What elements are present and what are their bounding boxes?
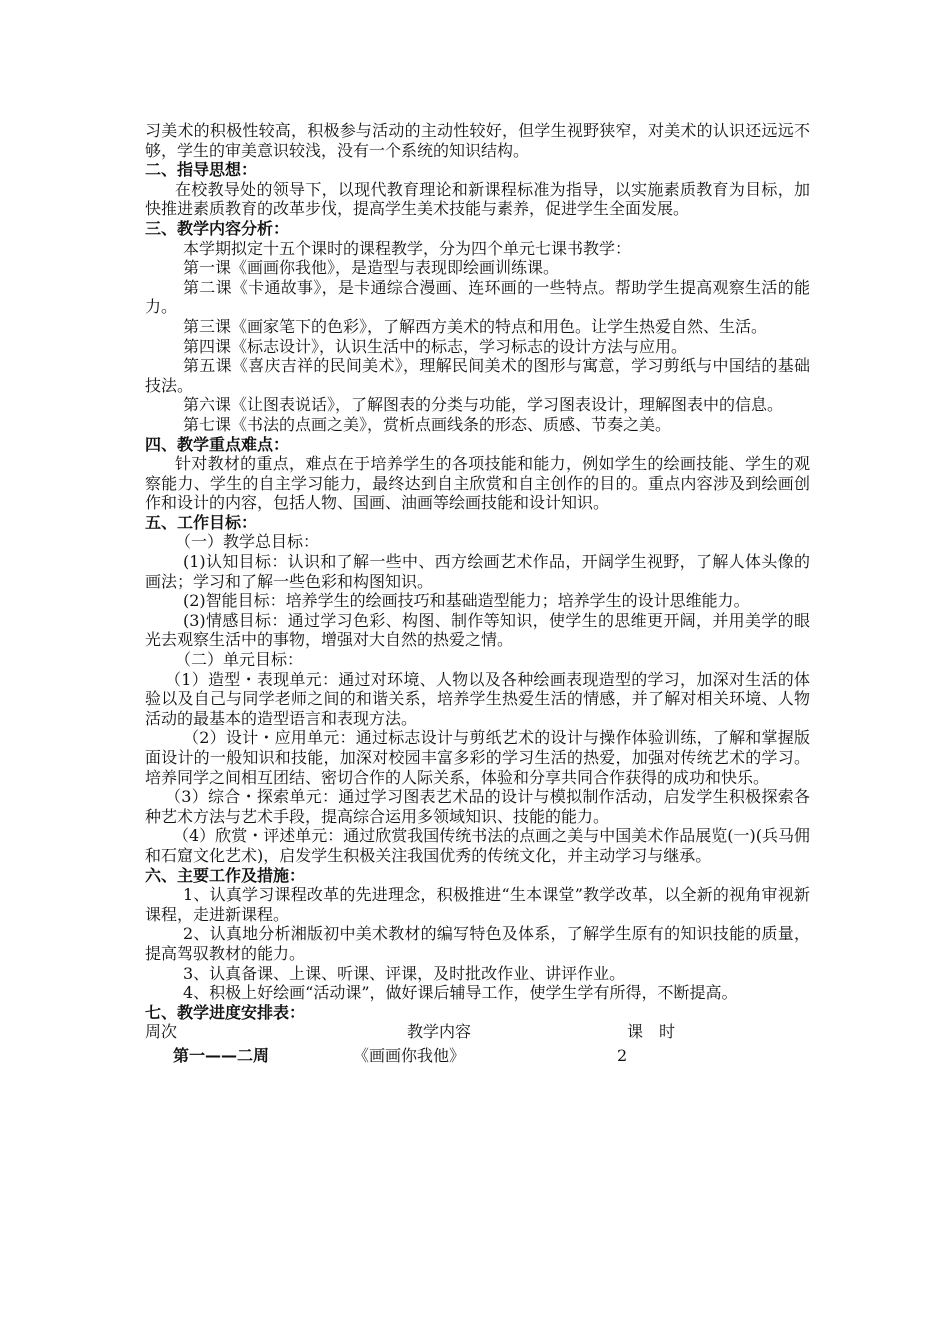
paragraph-unit-4: （4）欣赏・评述单元：通过欣赏我国传统书法的点画之美与中国美术作品展览(一)(兵马佣和石窟文化艺术)，启发学生积极关注我国优秀的传统文化，并主动学习与继承。 <box>145 826 810 865</box>
paragraph-lesson-6: 第六课《让图表说话》，了解图表的分类与功能，学习图表设计，理解图表中的信息。 <box>183 395 784 415</box>
paragraph-lesson-1: 第一课《画画你我他》，是造型与表现即绘画训练课。 <box>183 258 560 278</box>
paragraph-emotional-goal: (3)情感目标：通过学习色彩、构图、制作等知识，使学生的思维更开阔，并用美学的眼光去观察生活中的事物，增强对大自然的热爱之情。 <box>145 610 810 650</box>
paragraph-measure-1: 1、认真学习课程改革的先进理念，积极推进“生本课堂”教学改革，以全新的视角审视新课程，走进新课程。 <box>145 885 810 924</box>
paragraph-lesson-7: 第七课《书法的点画之美》，赏析点画线条的形态、质感、节奏之美。 <box>183 414 672 434</box>
schedule-header-row <box>145 1022 810 1044</box>
schedule-cell-content: 《画画你我他》 <box>353 1046 466 1066</box>
paragraph-unit-3: （3）综合・探索单元：通过学习图表艺术品的设计与模拟制作活动，启发学生积极探索各种艺术方法与艺术手段，提高综合运用多领域知识、技能的能力。 <box>145 787 810 826</box>
section-heading-work-goals: 五、工作目标： <box>145 512 258 532</box>
schedule-header-content: 教学内容 <box>407 1022 472 1042</box>
schedule-row <box>145 1046 810 1072</box>
paragraph-intellectual-goal: (2)智能目标：培养学生的绘画技巧和基础造型能力；培养学生的设计思维能力。 <box>183 591 750 611</box>
paragraph-measure-3: 3、认真备课、上课、听课、评课，及时批改作业、讲评作业。 <box>183 963 626 983</box>
paragraph-content-overview: 本学期拟定十五个课时的课程教学，分为四个单元七课书教学： <box>183 238 632 258</box>
paragraph-intro-continuation: 习美术的积极性较高，积极参与活动的主动性较好，但学生视野狭窄，对美术的认识还远远不够，学生的审美意识较浅，没有一个系统的知识结构。 <box>145 121 810 160</box>
subheading-unit-goals: （二）单元目标： <box>175 650 304 670</box>
paragraph-unit-2: （2）设计・应用单元：通过标志设计与剪纸艺术的设计与操作体验训练，了解和掌握版面设计的一般知识和技能，加深对校园丰富多彩的学习生活的热爱，加强对传统艺术的学习。培养同学之间相互团结、密切合作的人际关系，体验和分享共同合作获得的成功和快乐。 <box>145 728 810 787</box>
paragraph-guiding-ideology: 在校教导处的领导下，以现代教育理论和新课程标准为指导，以实施素质教育为目标，加快推进素质教育的改革步伐，提高学生美术技能与素养，促进学生全面发展。 <box>145 179 810 219</box>
paragraph-lesson-3: 第三课《画家笔下的色彩》，了解西方美术的特点和用色。让学生热爱自然、生活。 <box>183 316 768 336</box>
paragraph-measure-2: 2、认真地分析湘版初中美术教材的编写特色及体系，了解学生原有的知识技能的质量，提高驾驭教材的能力。 <box>145 924 810 963</box>
section-heading-guiding-ideology: 二、指导思想： <box>145 160 258 180</box>
paragraph-cognitive-goal: (1)认知目标：认识和了解一些中、西方绘画艺术作品，开阔学生视野，了解人体头像的画法；学习和了解一些色彩和构图知识。 <box>145 552 810 591</box>
schedule-cell-week: 第一——二周 <box>173 1046 270 1066</box>
section-heading-content-analysis: 三、教学内容分析： <box>145 218 290 238</box>
section-heading-key-points: 四、教学重点难点： <box>145 434 290 454</box>
schedule-cell-hours: 2 <box>617 1046 628 1066</box>
section-heading-schedule: 七、教学进度安排表： <box>145 1002 306 1022</box>
paragraph-lesson-2: 第二课《卡通故事》，是卡通综合漫画、连环画的一些特点。帮助学生提高观察生活的能力。 <box>145 277 810 317</box>
paragraph-lesson-4: 第四课《标志设计》，认识生活中的标志，学习标志的设计方法与应用。 <box>183 336 688 356</box>
paragraph-lesson-5: 第五课《喜庆吉祥的民间美术》，理解民间美术的图形与寓意，学习剪纸与中国结的基础技法。 <box>145 356 810 395</box>
subheading-overall-goals: （一）教学总目标： <box>175 532 320 552</box>
document-body <box>145 121 810 1072</box>
schedule-header-hours: 课 时 <box>627 1022 676 1042</box>
paragraph-unit-1: （1）造型・表现单元：通过对环境、人物以及各种绘画表现造型的学习，加深对生活的体验以及自己与同学老师之间的和谐关系，培养学生热爱生活的情感，并了解对相关环境、人物活动的最基本的造型语言和表现方法。 <box>145 669 810 728</box>
paragraph-key-points: 针对教材的重点，难点在于培养学生的各项技能和能力，例如学生的绘画技能、学生的观察能力、学生的自主学习能力，最终达到自主欣赏和自主创作的目的。重点内容涉及到绘画创作和设计的内容，包括人物、国画、油画等绘画技能和设计知识。 <box>145 454 810 513</box>
section-heading-measures: 六、主要工作及措施： <box>145 865 306 885</box>
paragraph-measure-4: 4、积极上好绘画“活动课”，做好课后辅导工作，使学生学有所得，不断提高。 <box>183 983 738 1003</box>
schedule-header-week: 周次 <box>145 1022 178 1042</box>
